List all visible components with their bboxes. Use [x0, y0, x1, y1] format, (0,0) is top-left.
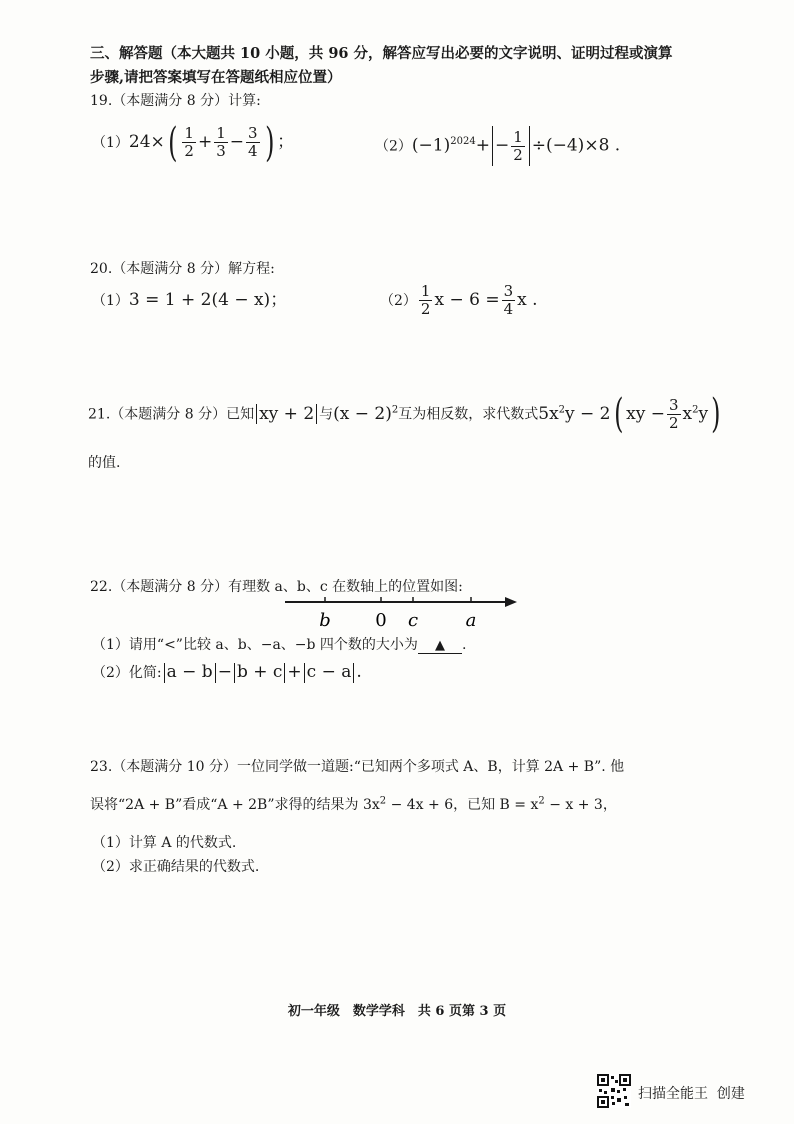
- q19-p1-lead: 24×: [128, 132, 165, 152]
- q19-part1: （1）24×( $\frac{1}{2}$ + $\frac{1}{3}$ − $\frac{3}{4}$ ) ；: [92, 119, 295, 166]
- q23-line2: 误将“2A + B”看成“A + 2B”求得的结果为 $3x^2 - 4x + 6$，已知 $B = x^2 - x + 3$，: [90, 795, 617, 813]
- q20-p1-eq: 3 = 1 + 2(4 − x): [128, 290, 271, 310]
- watermark-text: 扫描全能王 创建: [638, 1086, 745, 1102]
- q23-part1: （1）计算 A 的代数式.: [92, 835, 237, 851]
- page-footer: 初一年级 数学学科 共 6 页第 3 页: [287, 1004, 507, 1019]
- abs-bar: [492, 126, 493, 166]
- section-header-line2: 步骤,请把答案填写在答题纸相应位置）: [90, 69, 342, 86]
- abs-bar: [529, 126, 530, 166]
- q21-line2: 的值.: [88, 455, 121, 471]
- q19-p2-label: （2）: [375, 138, 412, 155]
- fraction: $\frac{3}{4}$: [248, 124, 258, 160]
- left-paren: (: [167, 119, 178, 166]
- q21-abs-expr: xy + 2: [259, 403, 315, 424]
- axis-label-c: c: [407, 610, 419, 631]
- fraction: $\frac{3}{2}$: [668, 395, 679, 432]
- q21-stem-a: 21.（本题满分 8 分）已知: [88, 406, 255, 423]
- q22-stem: 22.（本题满分 8 分）有理数 a、b、c 在数轴上的位置如图:: [90, 579, 463, 595]
- abs-bar: [304, 663, 305, 683]
- q22-p1-text: （1）请用“<”比较 a、b、−a、−b 四个数的大小为: [92, 637, 418, 653]
- q23-part2: （2）求正确结果的代数式.: [92, 859, 260, 875]
- q19-p1-label: （1）: [92, 135, 129, 151]
- abs-bar: [284, 663, 285, 683]
- abs-bar: [234, 663, 235, 683]
- abs-bar: [316, 404, 317, 424]
- abs-bar: [215, 663, 216, 683]
- right-paren: ): [264, 119, 275, 166]
- axis-label-0: 0: [375, 610, 387, 631]
- axis-label-b: b: [319, 610, 331, 631]
- q22-part1: （1）请用“<”比较 a、b、−a、−b 四个数的大小为 ▲ .: [92, 637, 467, 653]
- left-paren: (: [613, 391, 624, 438]
- q22-part2: （2）化简: a − b − b + c + c − a .: [92, 662, 362, 682]
- abs-bar: [164, 663, 165, 683]
- q20-p1-label: （1）: [92, 293, 129, 309]
- section-header-line1: 三、解答题（本大题共 10 小题，共 96 分，解答应写出必要的文字说明、证明过程或演算: [90, 45, 673, 62]
- q19-stem: 19.（本题满分 8 分）计算:: [90, 93, 261, 109]
- fraction: $\frac{1}{2}$: [184, 124, 194, 160]
- qr-code-icon: [597, 1074, 631, 1108]
- q20-p2-label: （2）: [380, 293, 417, 309]
- q22-p2-label: （2）化简:: [92, 665, 162, 681]
- fraction: $\frac{3}{4}$: [503, 282, 514, 318]
- fraction: $\frac{1}{2}$: [513, 127, 523, 164]
- number-line: [285, 590, 525, 632]
- q19-part2: $(2)(-1)^{2024}+$ − $\frac{1}{2}$ ÷(−4)×8 .: [375, 120, 620, 169]
- fraction: $\frac{1}{3}$: [216, 124, 226, 160]
- axis-label-a: a: [465, 610, 477, 631]
- q21-line1: 21.（本题满分 8 分）已知 xy + 2 与$(x - 2)^2$互为相反数，求代数式$5x^2y - 2$( xy − $\frac{3}{2}$ $x^2y$): [88, 391, 721, 438]
- answer-blank: ▲: [418, 638, 462, 654]
- abs-bar: [256, 404, 257, 424]
- fraction: $\frac{1}{2}$: [420, 282, 431, 318]
- q20-part1: （1）3 = 1 + 2(4 − x)；: [92, 290, 288, 310]
- right-paren: ): [711, 391, 721, 438]
- q23-line1: 23.（本题满分 10 分）一位同学做一道题:“已知两个多项式 A、B，计算 2A + B”. 他: [90, 759, 625, 775]
- q20-part2: （2） $\frac{1}{2}$ x − 6 = $\frac{3}{4}$ x .: [380, 282, 538, 318]
- abs-bar: [353, 663, 354, 683]
- axis-arrow: [505, 597, 517, 607]
- q20-stem: 20.（本题满分 8 分）解方程:: [90, 261, 275, 277]
